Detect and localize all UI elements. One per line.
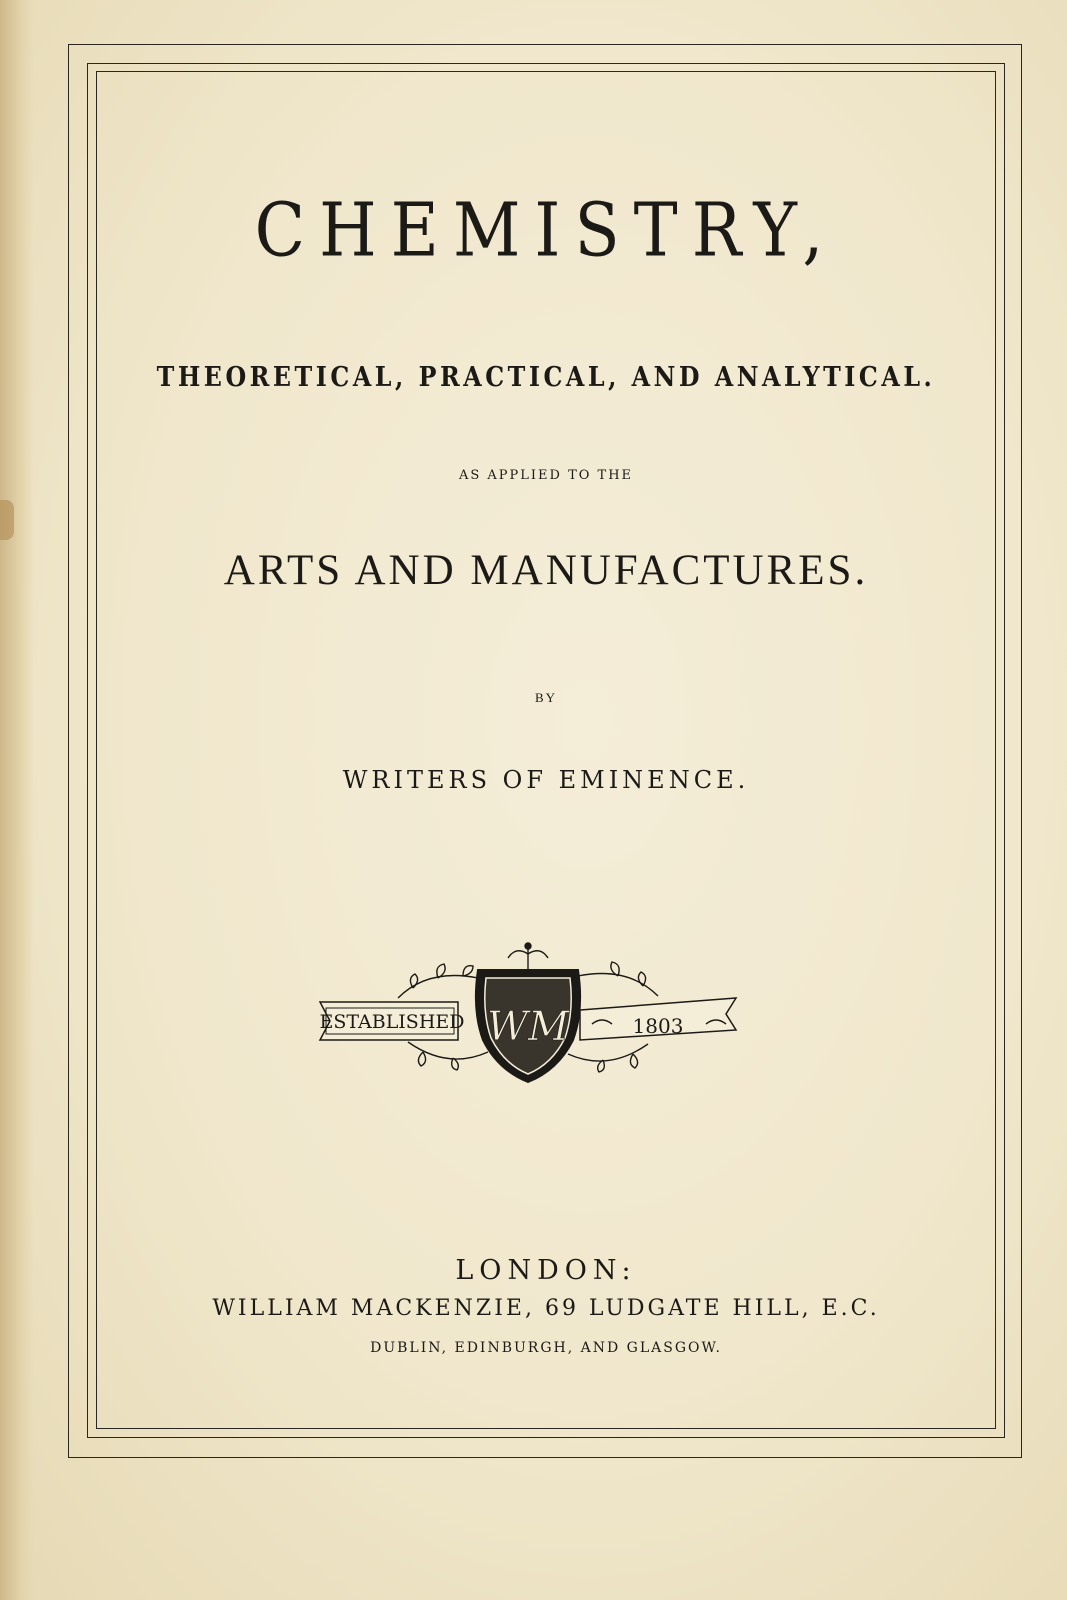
applied-to-text: AS APPLIED TO THE [458, 468, 634, 483]
year-label: 1803 [632, 1014, 684, 1038]
crest-sprig [508, 943, 548, 970]
authors-text: WRITERS OF EMINENCE. [342, 766, 750, 794]
book-title: CHEMISTRY, [254, 187, 838, 274]
spine-shadow [0, 0, 34, 1600]
subject-heading: ARTS AND MANUFACTURES. [223, 547, 869, 594]
right-ribbon [580, 998, 736, 1040]
left-ribbon [319, 1002, 464, 1040]
book-subtitle: THEORETICAL, PRACTICAL, AND ANALYTICAL. [156, 362, 936, 393]
imprint-branches: DUBLIN, EDINBURGH, AND GLASGOW. [370, 1340, 722, 1356]
imprint-city: LONDON: [455, 1255, 637, 1286]
inner-border [96, 71, 996, 1429]
publisher-emblem [318, 940, 738, 1090]
monogram-letters: WM [486, 1004, 570, 1050]
imprint-publisher: WILLIAM MACKENZIE, 69 LUDGATE HILL, E.C. [212, 1296, 880, 1321]
paper-stain [0, 500, 14, 540]
by-text: BY [534, 690, 558, 705]
established-label: ESTABLISHED [319, 1011, 465, 1033]
monogram-shield [476, 970, 580, 1082]
